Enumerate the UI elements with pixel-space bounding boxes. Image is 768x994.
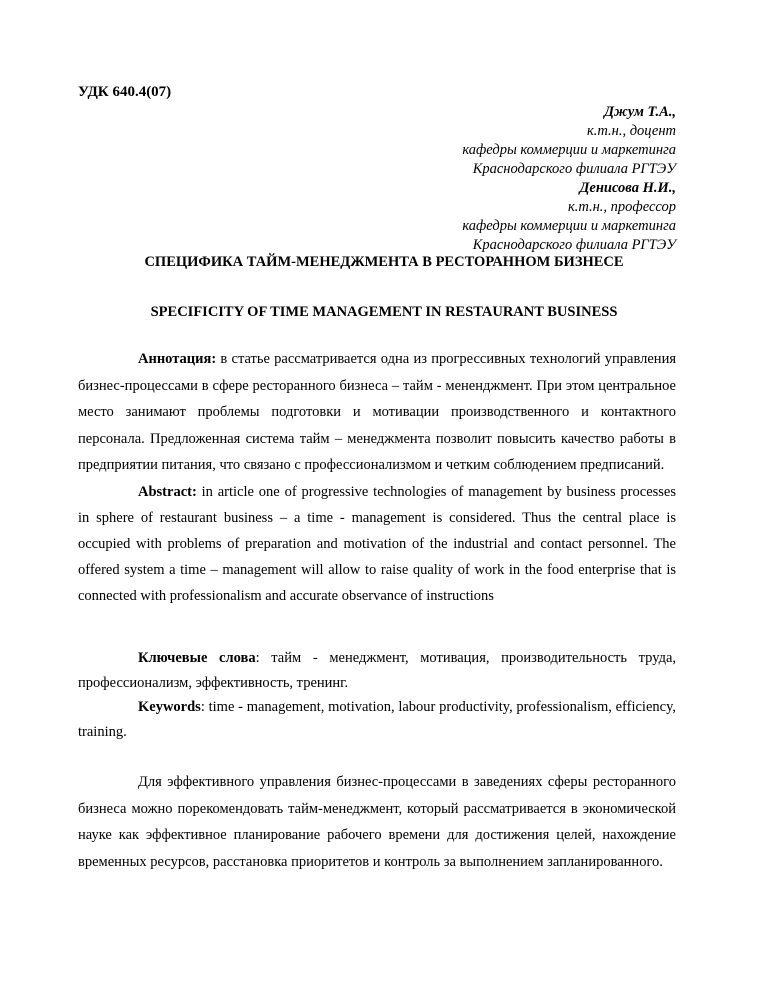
author-department: кафедры коммерции и маркетинга	[462, 142, 676, 158]
keywords-english-text: : time - management, motivation, labour productivity, professionalism, efficiency, training.	[78, 699, 676, 740]
keywords-russian-paragraph	[78, 646, 676, 695]
keywords-english-paragraph	[78, 695, 676, 744]
author-degree: к.т.н., доцент	[586, 123, 676, 139]
title-english: SPECIFICITY OF TIME MANAGEMENT IN RESTAURANT BUSINESS	[150, 304, 618, 320]
body-paragraph: Для эффективного управления бизнес-процессами в заведениях сферы ресторанного бизнеса можно порекомендовать тайм-менеджмент, который рассматривается в экономической науке как эффективное планирование рабочего времени для достижения целей, нахождение временных ресурсов, расстановка приоритетов и контроль за выполнением запланированного.	[78, 774, 676, 870]
keywords-russian-text: : тайм - менеджмент, мотивация, производительность труда, профессионализм, эффективность, тренинг.	[78, 650, 677, 691]
author-branch: Краснодарского филиала РГТЭУ	[472, 237, 676, 253]
title-russian: СПЕЦИФИКА ТАЙМ-МЕНЕДЖМЕНТА В РЕСТОРАННОМ БИЗНЕСЕ	[144, 254, 624, 270]
author-name: Джум Т.А.,	[604, 104, 676, 120]
author-branch: Краснодарского филиала РГТЭУ	[472, 161, 676, 177]
author-block	[462, 103, 676, 255]
annotation-paragraph	[78, 346, 676, 479]
udk-code: УДК 640.4(07)	[78, 84, 172, 100]
keywords-russian-label: Ключевые слова	[138, 650, 256, 666]
keywords-english-label: Keywords	[138, 699, 201, 715]
abstract-text: in article one of progressive technologies of management by business processes in sphere of restaurant business – a time - management is considered. Thus the central place is occupied with problems of preparation and motivation of the industrial and contact personnel. The offered system a time – management will allow to raise quality of work in the food enterprise that is connected with professionalism and accurate observance of instructions	[78, 484, 676, 604]
annotation-text: в статье рассматривается одна из прогрессивных технологий управления бизнес-процессами в сфере ресторанного бизнеса – тайм - мененджмент. При этом центральное место занимают проблемы подготовки и мотивации производственного и контактного персонала. Предложенная система тайм – менеджмента позволит повысить качество работы в предприятии питания, что связано с профессионализмом и четким соблюдением предписаний.	[78, 351, 676, 473]
annotation-label: Аннотация:	[138, 351, 217, 367]
author-degree: к.т.н., профессор	[567, 199, 676, 215]
author-name: Денисова Н.И.,	[579, 180, 676, 196]
abstract-label: Abstract:	[138, 484, 197, 500]
abstract-paragraph	[78, 479, 676, 609]
author-department: кафедры коммерции и маркетинга	[462, 218, 676, 234]
